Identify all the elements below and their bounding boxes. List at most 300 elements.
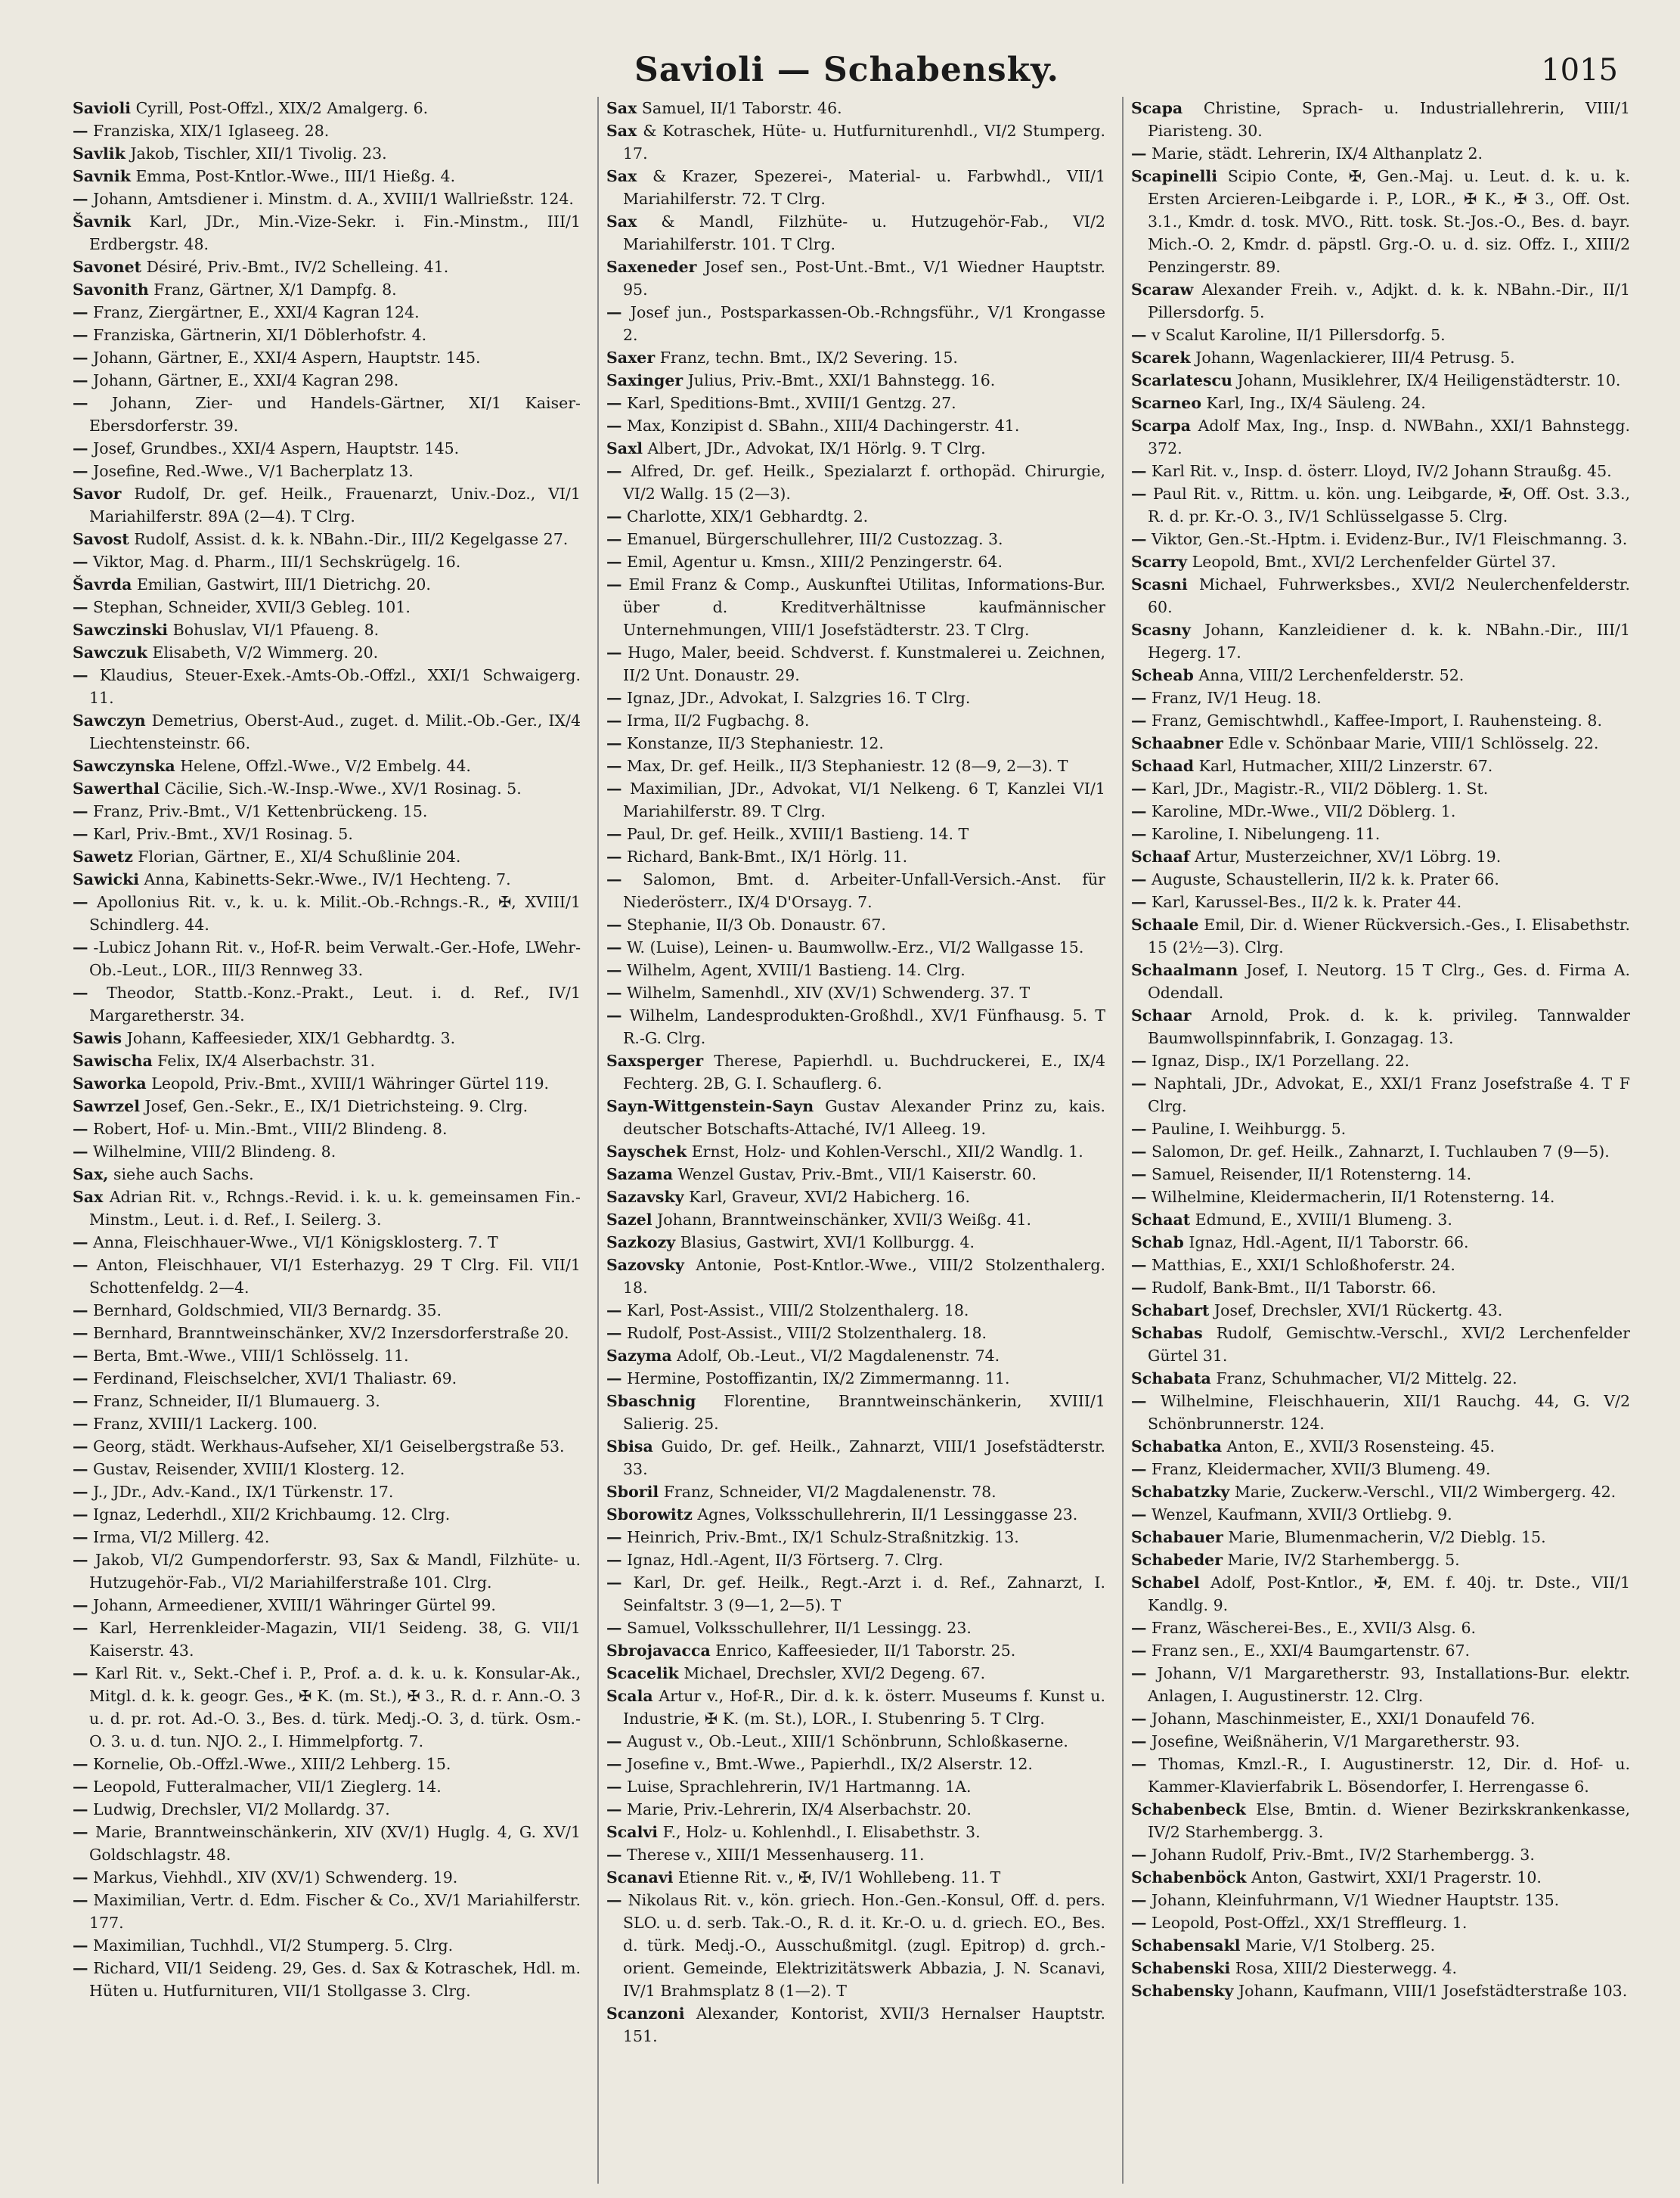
- entry-details: Cäcilie, Sich.-W.-Insp.-Wwe., XV/1 Rosinag. 5.: [164, 780, 522, 798]
- directory-entry: [1131, 392, 1630, 414]
- directory-entry: [1131, 1231, 1630, 1254]
- directory-entry: [1131, 1549, 1630, 1571]
- entry-details: Rosa, XIII/2 Diesterwegg. 4.: [1235, 1959, 1458, 1977]
- entry-name: Sax: [606, 122, 637, 140]
- entry-details: Anton, E., XVII/3 Rosensteing. 45.: [1226, 1437, 1496, 1456]
- entry-details: Marie, Blumenmacherin, V/2 Dieblg. 15.: [1228, 1528, 1546, 1546]
- entry-details: Marie, IV/2 Starhembergg. 5.: [1227, 1551, 1460, 1569]
- entry-name: —: [73, 1959, 88, 1977]
- entry-details: Emil Franz & Comp., Auskunftei Utilitas, Informations-Bur. über d. Kreditverhältnisse kaufmännischer Unternehmungen, VIII/1 Josefstädterstr. 23. T Clrg.: [623, 575, 1105, 639]
- entry-name: —: [1131, 893, 1147, 911]
- directory-entry: [73, 1118, 581, 1140]
- directory-entry: [73, 1072, 581, 1095]
- entry-details: Johann, Kaffeesieder, XIX/1 Gebhardtg. 3.: [126, 1029, 456, 1047]
- entry-name: —: [73, 1800, 88, 1818]
- entry-name: —: [73, 1120, 88, 1138]
- entry-details: Emma, Post-Kntlor.-Wwe., III/1 Hießg. 4.: [135, 167, 456, 185]
- entry-name: Sborowitz: [606, 1505, 693, 1524]
- entry-name: Scarneo: [1131, 394, 1201, 412]
- directory-entry: [606, 460, 1105, 505]
- entry-details: Irma, II/2 Fugbachg. 8.: [627, 711, 810, 730]
- directory-entry: [606, 1889, 1105, 2002]
- entry-name: Saworka: [73, 1074, 147, 1093]
- entry-details: Alfred, Dr. gef. Heilk., Spezialarzt f. orthopäd. Chirurgie, VI/2 Wallg. 15 (2—3).: [623, 462, 1105, 503]
- entry-details: Samuel, Volksschullehrer, II/1 Lessingg. 23.: [627, 1619, 972, 1637]
- directory-entry: [606, 119, 1105, 165]
- directory-entry: [606, 1344, 1105, 1367]
- entry-details: Hermine, Postoffizantin, IX/2 Zimmermanng. 11.: [627, 1369, 1010, 1387]
- entry-details: J., JDr., Adv.-Kand., IX/1 Türkenstr. 17.: [93, 1483, 394, 1501]
- entry-details: Josef jun., Postsparkassen-Ob.-Rchngsführ., V/1 Krongasse 2.: [623, 303, 1105, 344]
- entry-name: Sawischa: [73, 1052, 153, 1070]
- entry-name: Saxsperger: [606, 1052, 704, 1070]
- entry-details: Florentine, Branntweinschänkerin, XVIII/1 Salierig. 25.: [623, 1392, 1105, 1433]
- directory-entry: [73, 278, 581, 301]
- entry-name: Sawczynska: [73, 757, 175, 775]
- entry-details: Ferdinand, Fleischselcher, XVI/1 Thaliastr. 69.: [93, 1369, 457, 1387]
- entry-details: Karl, Karussel-Bes., II/2 k. k. Prater 44.: [1152, 893, 1462, 911]
- directory-entry: [1131, 959, 1630, 1004]
- entry-name: —: [73, 1437, 88, 1456]
- entry-details: Johann, Maschinmeister, E., XXI/1 Donaufeld 76.: [1152, 1710, 1536, 1728]
- entry-details: Adrian Rit. v., Rchngs.-Revid. i. k. u. k. gemeinsamen Fin.-Minstm., Leut. i. d. Ref., I. Seilerg. 3.: [89, 1188, 581, 1229]
- entry-name: —: [73, 1551, 88, 1569]
- directory-entry: [1131, 823, 1630, 845]
- entry-details: Jakob, VI/2 Gumpendorferstr. 93, Sax & Mandl, Filzhüte- u. Hutzugehör-Fab., VI/2 Mariahilferstraße 101. Clrg.: [89, 1551, 581, 1592]
- entry-name: —: [1131, 1279, 1147, 1297]
- entry-details: Richard, Bank-Bmt., IX/1 Hörlg. 11.: [627, 848, 908, 866]
- entry-name: —: [606, 417, 622, 435]
- entry-name: Schabel: [1131, 1573, 1200, 1592]
- entry-details: Luise, Sprachlehrerin, IV/1 Hartmanng. 1A.: [627, 1778, 972, 1796]
- entry-name: Savonith: [73, 281, 149, 299]
- entry-details: Johann, Kleinfuhrmann, V/1 Wiedner Hauptstr. 135.: [1152, 1891, 1560, 1909]
- entry-name: Scarek: [1131, 349, 1191, 367]
- entry-name: —: [73, 1619, 88, 1637]
- entry-name: Schaalmann: [1131, 961, 1238, 979]
- directory-entry: [73, 1435, 581, 1458]
- directory-entry: [1131, 1707, 1630, 1730]
- entry-name: —: [1131, 1142, 1147, 1161]
- entry-details: Rudolf, Dr. gef. Heilk., Frauenarzt, Univ.-Doz., VI/1 Mariahilferstr. 89A (2—4). T Clrg.: [89, 485, 581, 525]
- entry-details: Florian, Gärtner, E., XI/4 Schußlinie 204.: [138, 848, 461, 866]
- directory-entry: [1131, 550, 1630, 573]
- entry-details: Franz, Gemischtwhdl., Kaffee-Import, I. Rauhensteing. 8.: [1152, 711, 1602, 730]
- entry-details: Franz, Schuhmacher, VI/2 Mittelg. 22.: [1216, 1369, 1517, 1387]
- entry-details: Rudolf, Gemischtw.-Verschl., XVI/2 Lerchenfelder Gürtel 31.: [1148, 1324, 1630, 1365]
- entry-name: Sawicki: [73, 870, 139, 888]
- directory-entry: [73, 868, 581, 891]
- directory-entry: [606, 868, 1105, 913]
- entry-details: Bernhard, Branntweinschänker, XV/2 Inzersdorferstraße 20.: [93, 1324, 569, 1342]
- entry-name: —: [606, 757, 622, 775]
- entry-details: & Krazer, Spezerei-, Material- u. Farbwhdl., VII/1 Mariahilferstr. 72. T Clrg.: [623, 167, 1105, 208]
- entry-details: Irma, VI/2 Millerg. 42.: [93, 1528, 270, 1546]
- entry-details: Franziska, Gärtnerin, XI/1 Döblerhofstr. 4.: [93, 326, 427, 344]
- directory-entry: [1131, 346, 1630, 369]
- entry-name: —: [73, 462, 88, 480]
- entry-details: Franz, Priv.-Bmt., V/1 Kettenbrückeng. 15.: [93, 802, 428, 820]
- directory-entry: [1131, 1140, 1630, 1163]
- entry-name: —: [606, 575, 622, 594]
- entry-details: Demetrius, Oberst-Aud., zuget. d. Milit.-Ob.-Ger., IX/4 Liechtensteinstr. 66.: [89, 711, 581, 752]
- entry-details: Josefine v., Bmt.-Wwe., Papierhdl., IX/2 Alserstr. 12.: [627, 1755, 1033, 1773]
- directory-entry: [73, 1549, 581, 1594]
- directory-entry: [73, 936, 581, 981]
- entry-details: Elisabeth, V/2 Wimmerg. 20.: [152, 643, 379, 662]
- directory-entry: [606, 1435, 1105, 1480]
- entry-name: Scanavi: [606, 1868, 674, 1886]
- entry-details: Arnold, Prok. d. k. k. privileg. Tannwalder Baumwollspinnfabrik, I. Gonzagag. 13.: [1148, 1006, 1630, 1047]
- directory-entry: [73, 482, 581, 528]
- entry-name: —: [1131, 1188, 1147, 1206]
- entry-details: Karl, Ing., IX/4 Säuleng. 24.: [1206, 394, 1426, 412]
- entry-details: Else, Bmtin. d. Wiener Bezirkskrankenkasse, IV/2 Starhembergg. 3.: [1148, 1800, 1630, 1841]
- entry-details: Anna, Kabinetts-Sekr.-Wwe., IV/1 Hechteng. 7.: [144, 870, 511, 888]
- entry-name: —: [1131, 689, 1147, 707]
- entry-details: Adolf, Post-Kntlor., ✠, EM. f. 40j. tr. Dste., VII/1 Kandlg. 9.: [1148, 1573, 1630, 1614]
- directory-entry: [606, 256, 1105, 301]
- entry-name: —: [606, 1732, 622, 1750]
- entry-name: —: [1131, 802, 1147, 820]
- entry-details: Johann, Zier- und Handels-Gärtner, XI/1 Kaiser-Ebersdorferstr. 39.: [89, 394, 581, 435]
- entry-name: —: [1131, 1460, 1147, 1478]
- entry-name: Sazovsky: [606, 1256, 684, 1274]
- directory-entry: [606, 1730, 1105, 1753]
- entry-name: —: [1131, 1732, 1147, 1750]
- directory-entry: [1131, 460, 1630, 482]
- directory-entry: [1131, 528, 1630, 550]
- entry-name: Sawczuk: [73, 643, 147, 662]
- entry-name: —: [606, 1846, 622, 1864]
- entry-details: Wilhelm, Samenhdl., XIV (XV/1) Schwenderg. 37. T: [627, 984, 1031, 1002]
- entry-details: Josef, Gen.-Sekr., E., IX/1 Dietrichsteing. 9. Clrg.: [144, 1097, 528, 1115]
- entry-details: Samuel, II/1 Taborstr. 46.: [641, 99, 842, 117]
- entry-details: Johann, Kanzleidiener d. k. k. NBahn.-Dir., III/1 Hegerg. 17.: [1148, 621, 1630, 662]
- entry-name: —: [73, 1868, 88, 1886]
- entry-name: —: [606, 1755, 622, 1773]
- directory-entry: [73, 119, 581, 142]
- directory-entry: [1131, 1526, 1630, 1549]
- entry-name: —: [606, 303, 622, 321]
- entry-name: —: [1131, 1165, 1147, 1183]
- directory-entry: [1131, 369, 1630, 392]
- entry-name: Sax: [73, 1188, 104, 1206]
- directory-entry: [606, 1231, 1105, 1254]
- directory-entry: [1131, 165, 1630, 278]
- entry-name: —: [73, 1415, 88, 1433]
- entry-name: —: [606, 870, 622, 888]
- entry-name: —: [606, 1301, 622, 1319]
- entry-details: Stephanie, II/3 Ob. Donaustr. 67.: [627, 916, 886, 934]
- entry-name: —: [606, 916, 622, 934]
- directory-entry: [73, 1299, 581, 1322]
- directory-entry: [73, 528, 581, 550]
- entry-details: Franz, Schneider, VI/2 Magdalenenstr. 78.: [663, 1483, 997, 1501]
- entry-details: Viktor, Mag. d. Pharm., III/1 Sechskrügelg. 16.: [93, 553, 461, 571]
- entry-details: Adolf Max, Ing., Insp. d. NWBahn., XXI/1 Bahnstegg. 372.: [1148, 417, 1630, 457]
- entry-details: Wilhelm, Landesprodukten-Großhdl., XV/1 Fünfhausg. 5. T R.-G. Clrg.: [623, 1006, 1105, 1047]
- directory-entry: [1131, 1435, 1630, 1458]
- entry-details: Blasius, Gastwirt, XVI/1 Kollburgg. 4.: [680, 1233, 975, 1251]
- entry-name: —: [73, 1891, 88, 1909]
- entry-name: —: [1131, 144, 1147, 163]
- entry-details: Max, Dr. gef. Heilk., II/3 Stephaniestr. 12 (8—9, 2—3). T: [627, 757, 1068, 775]
- directory-entry: [73, 777, 581, 800]
- directory-entry: [1131, 1957, 1630, 1979]
- directory-entry: [73, 437, 581, 460]
- directory-entry: [1131, 1934, 1630, 1957]
- entry-name: Schab: [1131, 1233, 1184, 1251]
- entry-name: —: [1131, 1891, 1147, 1909]
- entry-name: —: [606, 825, 622, 843]
- directory-entry: [1131, 891, 1630, 913]
- entry-details: F., Holz- u. Kohlenhdl., I. Elisabethstr. 3.: [662, 1823, 981, 1841]
- entry-details: Naphtali, JDr., Advokat, E., XXI/1 Franz Josefstraße 4. T F Clrg.: [1148, 1074, 1630, 1115]
- entry-details: Johann, Branntweinschänker, XVII/3 Weißg. 41.: [657, 1211, 1032, 1229]
- entry-name: —: [73, 1324, 88, 1342]
- entry-name: —: [1131, 870, 1147, 888]
- directory-entry: [606, 1004, 1105, 1049]
- entry-details: Thomas, Kmzl.-R., I. Augustinerstr. 12, Dir. d. Hof- u. Kammer-Klavierfabrik L. Bösendorfer, I. Herrengasse 6.: [1148, 1755, 1630, 1796]
- entry-details: Georg, städt. Werkhaus-Aufseher, XI/1 Geiselbergstraße 53.: [93, 1437, 565, 1456]
- entry-name: Saxer: [606, 349, 656, 367]
- directory-entry: [73, 1798, 581, 1821]
- entry-name: —: [1131, 1914, 1147, 1932]
- directory-entry: [73, 97, 581, 119]
- entry-details: Agnes, Volksschullehrerin, II/1 Lessinggasse 23.: [697, 1505, 1078, 1524]
- entry-details: Leopold, Bmt., XVI/2 Lerchenfelder Gürtel 37.: [1192, 553, 1556, 571]
- directory-entry: [606, 528, 1105, 550]
- directory-entry: [73, 1322, 581, 1344]
- directory-entry: [606, 165, 1105, 210]
- directory-entry: [73, 1458, 581, 1480]
- directory-entry: [73, 1186, 581, 1231]
- entry-details: Marie, Branntweinschänkerin, XIV (XV/1) Huglg. 4, G. XV/1 Goldschlagstr. 48.: [89, 1823, 581, 1864]
- entry-name: —: [73, 1755, 88, 1773]
- entry-name: —: [1131, 1664, 1147, 1682]
- entry-name: —: [606, 462, 622, 480]
- entry-details: & Mandl, Filzhüte- u. Hutzugehör-Fab., VI/2 Mariahilferstr. 101. T Clrg.: [623, 212, 1105, 253]
- entry-details: Julius, Priv.-Bmt., XXI/1 Bahnstegg. 16.: [687, 371, 996, 389]
- directory-entry: [73, 1480, 581, 1503]
- entry-name: Sawetz: [73, 848, 133, 866]
- directory-entry: [606, 1526, 1105, 1549]
- entry-details: Theodor, Stattb.-Konz.-Prakt., Leut. i. d. Ref., IV/1 Margaretherstr. 34.: [89, 984, 581, 1025]
- entry-name: Sbrojavacca: [606, 1642, 711, 1660]
- entry-name: —: [1131, 1392, 1147, 1410]
- entry-details: Désiré, Priv.-Bmt., IV/2 Schelleing. 41.: [146, 258, 449, 276]
- entry-name: —: [73, 1256, 88, 1274]
- entry-name: —: [606, 530, 622, 548]
- entry-details: Franz, Ziergärtner, E., XXI/4 Kagran 124.: [93, 303, 420, 321]
- entry-name: Scalvi: [606, 1823, 659, 1841]
- entry-name: Sbisa: [606, 1437, 653, 1456]
- entry-details: Wenzel, Kaufmann, XVII/3 Ortliebg. 9.: [1152, 1505, 1452, 1524]
- directory-entry: [73, 1503, 581, 1526]
- directory-entry: [606, 1163, 1105, 1186]
- directory-entry: [73, 165, 581, 188]
- entry-name: Schabensky: [1131, 1982, 1234, 2000]
- entry-name: —: [606, 1573, 622, 1592]
- entry-details: Marie, Zuckerw.-Verschl., VII/2 Wimbergerg. 42.: [1234, 1483, 1616, 1501]
- entry-name: —: [73, 1142, 88, 1161]
- entry-name: Scaraw: [1131, 281, 1194, 299]
- entry-details: Ignaz, Disp., IX/1 Porzellang. 22.: [1152, 1052, 1410, 1070]
- entry-details: Helene, Offzl.-Wwe., V/2 Embelg. 44.: [180, 757, 471, 775]
- entry-details: Max, Konzipist d. SBahn., XIII/4 Dachingerstr. 41.: [627, 417, 1020, 435]
- directory-entry: [606, 1639, 1105, 1662]
- entry-details: Franz, techn. Bmt., IX/2 Severing. 15.: [659, 349, 958, 367]
- directory-entry: [606, 1753, 1105, 1775]
- directory-entry: [73, 550, 581, 573]
- directory-entry: [73, 1934, 581, 1957]
- directory-entry: [1131, 1911, 1630, 1934]
- directory-entry: [606, 1322, 1105, 1344]
- entry-details: Karl, Graveur, XVI/2 Habicherg. 16.: [689, 1188, 971, 1206]
- entry-name: —: [606, 689, 622, 707]
- entry-details: Rudolf, Assist. d. k. k. NBahn.-Dir., III/2 Kegelgasse 27.: [134, 530, 569, 548]
- entry-name: —: [1131, 530, 1147, 548]
- directory-entry: [606, 1480, 1105, 1503]
- entry-details: Alexander Freih. v., Adjkt. d. k. k. NBahn.-Dir., II/1 Pillersdorfg. 5.: [1148, 281, 1630, 321]
- entry-name: —: [1131, 711, 1147, 730]
- entry-name: —: [73, 303, 88, 321]
- directory-entry: [1131, 1639, 1630, 1662]
- entry-name: Scarry: [1131, 553, 1188, 571]
- directory-entry: [606, 1685, 1105, 1730]
- directory-entry: [73, 845, 581, 868]
- entry-name: Saxinger: [606, 371, 683, 389]
- entry-name: —: [73, 190, 88, 208]
- entry-details: Franz, Schneider, II/1 Blumauerg. 3.: [93, 1392, 380, 1410]
- directory-entry: [1131, 1004, 1630, 1049]
- entry-details: Josef, Drechsler, XVI/1 Rückertg. 43.: [1214, 1301, 1503, 1319]
- entry-details: Johann, Wagenlackierer, III/4 Petrusg. 5.: [1195, 349, 1515, 367]
- directory-entry: [606, 1549, 1105, 1571]
- entry-name: —: [1131, 1074, 1147, 1093]
- entry-name: —: [606, 553, 622, 571]
- entry-name: —: [1131, 1642, 1147, 1660]
- entry-name: —: [1131, 1755, 1147, 1773]
- directory-entry: [73, 641, 581, 664]
- entry-name: Scheab: [1131, 666, 1194, 684]
- directory-entry: [606, 1843, 1105, 1866]
- directory-entry: [606, 732, 1105, 755]
- directory-entry: [606, 437, 1105, 460]
- directory-entry: [1131, 97, 1630, 142]
- columns: [73, 97, 1638, 2184]
- entry-name: —: [73, 1392, 88, 1410]
- entry-name: Scarpa: [1131, 417, 1191, 435]
- entry-details: Therese, Papierhdl. u. Buchdruckerei, E., IX/4 Fechterg. 2B, G. I. Schauflerg. 6.: [623, 1052, 1105, 1093]
- entry-name: —: [1131, 780, 1147, 798]
- entry-details: Heinrich, Priv.-Bmt., IX/1 Schulz-Straßnitzkig. 13.: [627, 1528, 1019, 1546]
- entry-name: Savioli: [73, 99, 132, 117]
- entry-details: Charlotte, XIX/1 Gebhardtg. 2.: [627, 507, 869, 525]
- entry-details: Josefine, Red.-Wwe., V/1 Bacherplatz 13.: [93, 462, 414, 480]
- entry-name: —: [1131, 1052, 1147, 1070]
- entry-details: Karl Rit. v., Sekt.-Chef i. P., Prof. a. d. k. u. k. Konsular-Ak., Mitgl. d. k. k. geogr. Ges., ✠ K. (m. St.), ✠ 3., R. d. r. Ann.-O. 3 u. d. pr. rot. Ad.-O. 3., Bes. d. türk. Medj.-O. 3, d. türk. Osm.-O. 3. u. d. tun. NJO. 2., I. Himmelpfortg. 7.: [89, 1664, 581, 1750]
- entry-name: Sawerthal: [73, 780, 160, 798]
- entry-details: Scipio Conte, ✠, Gen.-Maj. u. Leut. d. k. u. k. Ersten Arcieren-Leibgarde i. P., LOR., ✠ K., ✠ 3., Off. Ost. 3.1., Kmdr. d. tosk. MVO., Ritt. tosk. St.-Jos.-O., Bes. d. bayr. Mich.-O. 2, Kmdr. d. päpstl. Grg.-O. u. d. siz. Offz. I., XIII/2 Penzingerstr. 89.: [1148, 167, 1630, 276]
- entry-details: Rudolf, Post-Assist., VIII/2 Stolzenthalerg. 18.: [627, 1324, 987, 1342]
- entry-name: Sawczinski: [73, 621, 169, 639]
- directory-entry: [606, 392, 1105, 414]
- entry-details: Johann, Gärtner, E., XXI/4 Aspern, Hauptstr. 145.: [93, 349, 481, 367]
- entry-details: W. (Luise), Leinen- u. Baumwollw.-Erz., VI/2 Wallgasse 15.: [627, 938, 1084, 956]
- entry-details: Johann, Gärtner, E., XXI/4 Kagran 298.: [93, 371, 399, 389]
- directory-entry: [73, 1889, 581, 1934]
- entry-name: —: [606, 1778, 622, 1796]
- directory-entry: [73, 1412, 581, 1435]
- directory-entry: [73, 1775, 581, 1798]
- directory-entry: [606, 755, 1105, 777]
- directory-entry: [606, 1390, 1105, 1435]
- entry-details: Emil, Agentur u. Kmsn., XIII/2 Penzingerstr. 64.: [627, 553, 1003, 571]
- running-title: Savioli — Schabensky.: [634, 50, 1059, 89]
- entry-details: Artur, Musterzeichner, XV/1 Löbrg. 19.: [1195, 848, 1502, 866]
- entry-details: Alexander, Kontorist, XVII/3 Hernalser Hauptstr. 151.: [623, 2004, 1105, 2045]
- entry-name: —: [1131, 326, 1147, 344]
- column-3: [1122, 97, 1630, 2184]
- entry-name: —: [606, 1528, 622, 1546]
- directory-entry: [73, 392, 581, 437]
- entry-details: Samuel, Reisender, II/1 Rotensterng. 14.: [1152, 1165, 1472, 1183]
- entry-name: —: [73, 1823, 88, 1841]
- entry-details: Cyrill, Post-Offzl., XIX/2 Amalgerg. 6.: [135, 99, 429, 117]
- entry-details: Franz, Gärtner, X/1 Dampfg. 8.: [153, 281, 397, 299]
- directory-entry: [1131, 1458, 1630, 1480]
- entry-details: Marie, Priv.-Lehrerin, IX/4 Alserbachstr. 20.: [627, 1800, 972, 1818]
- entry-name: Schabata: [1131, 1369, 1211, 1387]
- entry-details: Matthias, E., XXI/1 Schloßhoferstr. 24.: [1152, 1256, 1455, 1274]
- entry-name: —: [606, 643, 622, 662]
- entry-details: Leopold, Post-Offzl., XX/1 Streffleurg. 1.: [1152, 1914, 1468, 1932]
- entry-name: —: [606, 734, 622, 752]
- entry-name: —: [73, 1528, 88, 1546]
- entry-details: Therese v., XIII/1 Messenhauserg. 11.: [627, 1846, 925, 1864]
- directory-entry: [73, 891, 581, 936]
- directory-entry: [606, 369, 1105, 392]
- column-1: [73, 97, 581, 2184]
- entry-details: August v., Ob.-Leut., XIII/1 Schönbrunn, Schloßkaserne.: [627, 1732, 1068, 1750]
- directory-entry: [606, 1798, 1105, 1821]
- entry-details: Konstanze, II/3 Stephaniestr. 12.: [627, 734, 884, 752]
- directory-entry: [606, 1095, 1105, 1140]
- entry-details: Berta, Bmt.-Wwe., VIII/1 Schlösselg. 11.: [93, 1347, 409, 1365]
- column-2: [597, 97, 1105, 2184]
- entry-name: —: [606, 1619, 622, 1637]
- entry-details: Artur v., Hof-R., Dir. d. k. k. österr. Museums f. Kunst u. Industrie, ✠ K. (m. St.), LOR., I. Stubenring 5. T Clrg.: [623, 1687, 1105, 1728]
- directory-entry: [606, 1571, 1105, 1617]
- directory-entry: [73, 1390, 581, 1412]
- directory-entry: [73, 709, 581, 755]
- directory-entry: [1131, 664, 1630, 687]
- directory-entry: [73, 210, 581, 256]
- entry-details: Josefine, Weißnäherin, V/1 Margaretherstr. 93.: [1152, 1732, 1520, 1750]
- entry-details: Wilhelmine, Fleischhauerin, XII/1 Rauchg. 44, G. V/2 Schönbrunnerstr. 124.: [1148, 1392, 1630, 1433]
- entry-details: Franz, IV/1 Heug. 18.: [1152, 689, 1322, 707]
- directory-entry: [1131, 1208, 1630, 1231]
- entry-details: Felix, IX/4 Alserbachstr. 31.: [157, 1052, 376, 1070]
- directory-entry: [1131, 1798, 1630, 1843]
- directory-entry: [73, 1662, 581, 1753]
- entry-details: Karl, Speditions-Bmt., XVIII/1 Gentzg. 27.: [627, 394, 956, 412]
- entry-name: —: [606, 394, 622, 412]
- entry-name: —: [73, 553, 88, 571]
- directory-entry: [1131, 1571, 1630, 1617]
